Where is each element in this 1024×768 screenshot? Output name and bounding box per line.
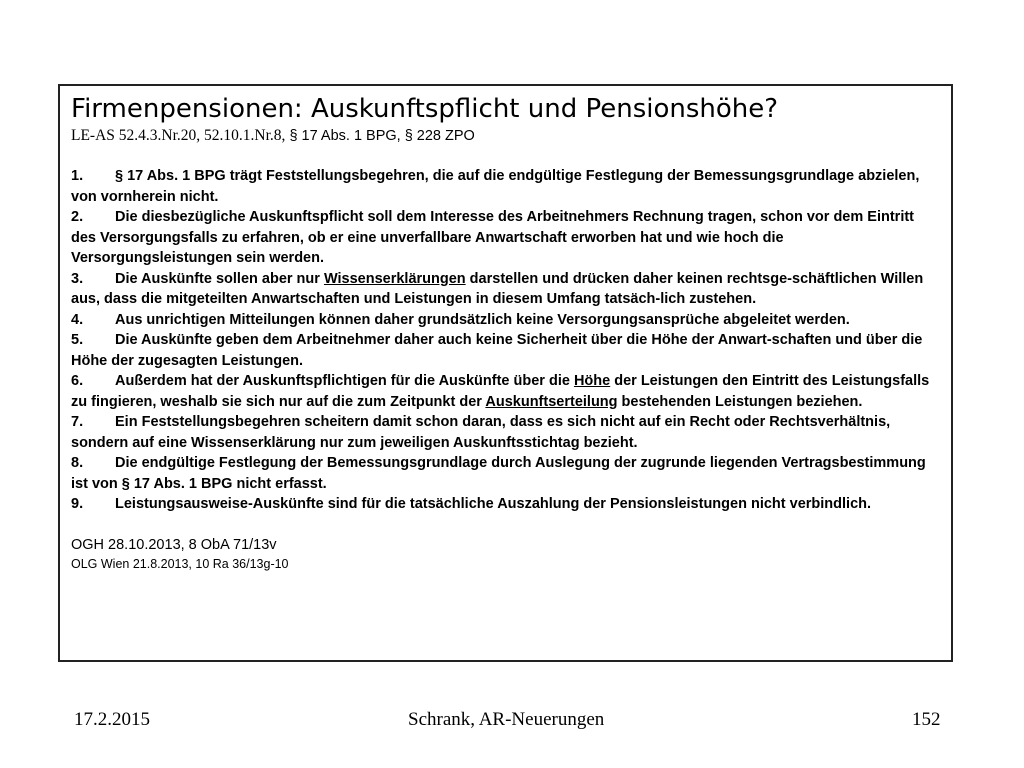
list-item: 1. § 17 Abs. 1 BPG trägt Feststellungsbegehren, die auf die endgültige Festlegung der Bemessungsgrundlage abzielen, von vornherein nicht.: [71, 168, 920, 205]
subtitle-statutes: § 17 Abs. 1 BPG, § 228 ZPO: [285, 128, 475, 144]
slide-subtitle: [71, 126, 941, 146]
underlined-term: Wissenserklärungen: [323, 270, 466, 287]
court-citation-olg: OLG Wien 21.8.2013, 10 Ra 36/13g-10: [71, 556, 289, 571]
list-item: 4. Aus unrichtigen Mitteilungen können daher grundsätzlich keine Versorgungsansprüche abgeleitet werden.: [71, 311, 850, 328]
footer-author: Schrank, AR-Neuerungen: [408, 709, 605, 730]
list-item: 8. Die endgültige Festlegung der Bemessungsgrundlage durch Auslegung der zugrunde liegenden Vertragsbestimmung ist von § 17 Abs. 1 BPG nicht erfasst.: [71, 455, 926, 492]
list-item: 9. Leistungsausweise-Auskünfte sind für die tatsächliche Auszahlung der Pensionsleistungen nicht verbindlich.: [71, 496, 872, 512]
list-item: 5. Die Auskünfte geben dem Arbeitnehmer daher auch keine Sicherheit über die Höhe der Anwart-schaften und über die Höhe der zugesagten Leistungen.: [71, 332, 923, 369]
underlined-term: Höhe: [573, 373, 611, 389]
list-item: 7. Ein Feststellungsbegehren scheitern damit schon daran, dass es sich nicht auf ein Recht oder Rechtsverhältnis, sondern auf eine Wissenserklärung nur zum jeweiligen Auskunftsstichtag bezieht.: [71, 414, 891, 451]
list-item: 2. Die diesbezügliche Auskunftspflicht soll dem Interesse des Arbeitnehmers Rechnung tragen, schon vor dem Eintritt des Versorgungsfalls zu erfahren, ob er eine unverfallbare Anwartschaft erworben hat und wie hoch die Versorgungsleistungen sein werden.: [71, 209, 915, 266]
footer-date: 17.2.2015: [74, 709, 150, 730]
list-item: 3. Die Auskünfte sollen aber nur Wissenserklärungen darstellen und drücken daher keinen rechtsge-schäftlichen Willen aus, dass die mitgeteilten Anwartschaften und Leistungen in diesem Umfang tatsäch-lich zustehen.: [71, 270, 924, 307]
footer-page-number: 152: [912, 709, 941, 730]
subtitle-references: LE-AS 52.4.3.Nr.20, 52.10.1.Nr.8,: [71, 127, 286, 144]
underlined-term: Auskunftserteilung: [485, 393, 618, 410]
slide-content-box: [58, 84, 953, 662]
slide-title: Firmenpensionen: Auskunftspflicht und Pensionshöhe?: [71, 94, 779, 124]
court-citation-ogh: OGH 28.10.2013, 8 ObA 71/13v: [71, 536, 277, 553]
list-item: 6. Außerdem hat der Auskunftspflichtigen für die Auskünfte über die Höhe der Leistungen den Eintritt des Leistungsfalls zu fingieren, weshalb sie sich nur auf die zum Zeitpunkt der Auskunftserteilung bestehenden Leistungen beziehen.: [71, 373, 930, 410]
legal-principles-list: [71, 166, 941, 515]
